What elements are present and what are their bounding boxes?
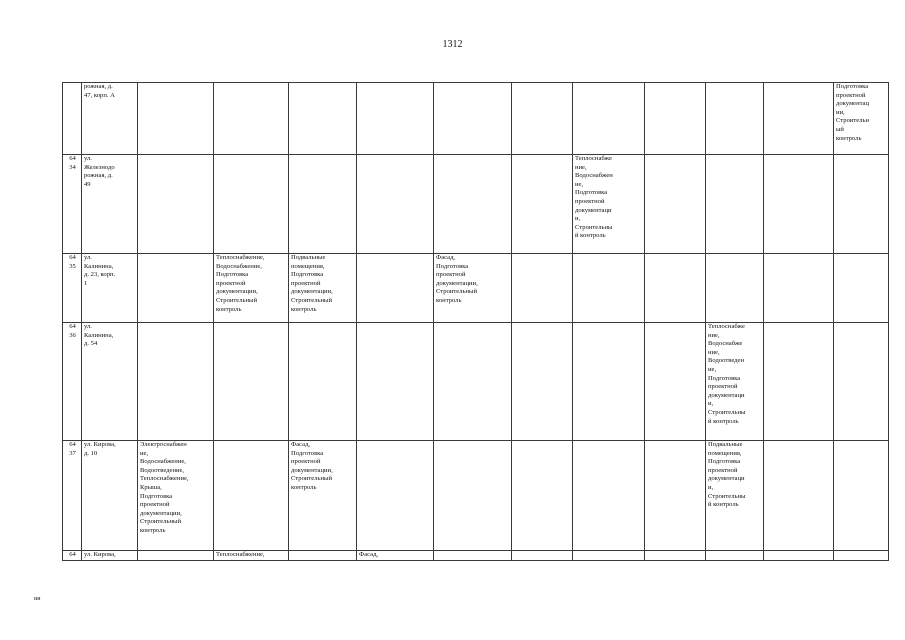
cell-text-line: Водоотведение, bbox=[140, 466, 185, 474]
cell-text-line: Строительны bbox=[575, 223, 613, 231]
row-number-cell bbox=[63, 323, 82, 441]
work-cell bbox=[834, 551, 889, 561]
cell-text-line: 64 bbox=[69, 441, 76, 448]
cell-text-line: ул. bbox=[84, 155, 92, 162]
cell-text-line: контроль bbox=[291, 483, 317, 491]
cell-text-line: д. 54 bbox=[84, 340, 98, 348]
work-cell bbox=[357, 323, 434, 441]
work-cell bbox=[706, 551, 764, 561]
cell-text-line: Водоотведен bbox=[708, 357, 744, 365]
work-cell bbox=[138, 254, 214, 323]
work-cell bbox=[645, 83, 706, 155]
cell-text-line: д. 23, корп. bbox=[84, 271, 116, 279]
cell-text-line: Теплоснабже bbox=[575, 155, 612, 162]
work-cell: Фасад, bbox=[357, 551, 434, 561]
row-number-cell: 64 bbox=[63, 551, 82, 561]
work-cell bbox=[645, 254, 706, 323]
work-cell bbox=[512, 254, 573, 323]
work-cell bbox=[214, 155, 289, 254]
work-cell bbox=[706, 441, 764, 551]
cell-text-line: проектной bbox=[216, 279, 246, 287]
work-cell bbox=[214, 441, 289, 551]
cell-text-line: ул. Кирова, bbox=[84, 441, 116, 448]
table-row bbox=[63, 551, 889, 561]
cell-text-line: ый bbox=[836, 125, 844, 133]
work-cell bbox=[512, 551, 573, 561]
table-row bbox=[63, 155, 889, 254]
work-cell bbox=[138, 441, 214, 551]
address-cell: ул. Кирова, bbox=[82, 551, 138, 561]
footer-mark: ии bbox=[34, 596, 41, 602]
work-cell bbox=[573, 323, 645, 441]
cell-text-line: Теплоснабжение, bbox=[216, 254, 265, 261]
work-cell bbox=[764, 323, 834, 441]
cell-text-line: Подготовка bbox=[708, 458, 741, 466]
cell-text-line: ие, bbox=[140, 449, 149, 457]
cell-text-line: Строительн bbox=[836, 117, 870, 125]
work-cell bbox=[573, 441, 645, 551]
cell-text-line: проектной bbox=[291, 279, 321, 287]
table-row bbox=[63, 83, 889, 155]
row-number-cell bbox=[63, 155, 82, 254]
cell-text-line: проектной bbox=[708, 466, 738, 474]
work-cell bbox=[289, 83, 357, 155]
cell-text-line: контроль bbox=[216, 305, 242, 313]
cell-text-line: Подготовка bbox=[291, 449, 324, 457]
work-cell bbox=[764, 441, 834, 551]
cell-text-line: проектной bbox=[436, 271, 466, 279]
address-cell bbox=[82, 254, 138, 323]
capital-repair-table bbox=[62, 82, 889, 561]
work-cell bbox=[289, 551, 357, 561]
cell-text-line: Водоснабже bbox=[708, 340, 743, 348]
cell-text-line: 64 bbox=[69, 323, 76, 330]
cell-text-line: контроль bbox=[436, 296, 462, 304]
cell-text-line: и, bbox=[708, 483, 714, 491]
work-cell bbox=[512, 323, 573, 441]
row-number-cell bbox=[63, 254, 82, 323]
cell-text-line: ии, bbox=[836, 108, 845, 116]
work-cell bbox=[573, 254, 645, 323]
cell-text-line: проектной bbox=[291, 458, 321, 466]
work-cell bbox=[834, 155, 889, 254]
table-row bbox=[63, 441, 889, 551]
work-cell bbox=[764, 155, 834, 254]
cell-text-line: 49 bbox=[84, 180, 91, 188]
work-cell bbox=[138, 323, 214, 441]
cell-text-line: Железнодо bbox=[84, 163, 115, 171]
cell-text-line: 37 bbox=[69, 449, 76, 457]
cell-text-line: документаци bbox=[708, 475, 745, 483]
cell-text-line: документаци bbox=[708, 391, 745, 399]
cell-text-line: контроль bbox=[140, 526, 166, 534]
cell-text-line: ние, bbox=[575, 163, 587, 171]
work-cell bbox=[357, 254, 434, 323]
work-cell bbox=[645, 441, 706, 551]
cell-text-line: рожная, д. bbox=[84, 83, 113, 90]
cell-text-line: Строительный bbox=[291, 296, 332, 304]
cell-text-line: проектной bbox=[575, 197, 605, 205]
work-cell bbox=[434, 323, 512, 441]
address-cell bbox=[82, 155, 138, 254]
cell-text-line: Калинина, bbox=[84, 331, 114, 339]
cell-text-line: 1 bbox=[84, 279, 88, 287]
cell-text-line: Строительны bbox=[708, 492, 746, 500]
work-cell bbox=[289, 254, 357, 323]
work-cell bbox=[214, 323, 289, 441]
cell-text-line: документации, bbox=[140, 509, 182, 517]
work-cell bbox=[138, 83, 214, 155]
work-cell bbox=[357, 441, 434, 551]
cell-text-line: документации, bbox=[291, 466, 333, 474]
work-cell bbox=[138, 551, 214, 561]
cell-text-line: ние, bbox=[708, 331, 720, 339]
work-cell bbox=[706, 254, 764, 323]
cell-text-line: документац bbox=[836, 100, 870, 108]
work-cell bbox=[289, 441, 357, 551]
work-cell bbox=[764, 254, 834, 323]
work-cell bbox=[434, 441, 512, 551]
cell-text-line: Строительны bbox=[708, 408, 746, 416]
cell-text-line: Подготовка bbox=[216, 271, 249, 279]
cell-text-line: Строительный bbox=[140, 518, 181, 526]
cell-text-line: Водоснабжен bbox=[575, 172, 613, 180]
cell-text-line: 47, корп. А bbox=[84, 91, 115, 99]
cell-text-line: Подготовка bbox=[575, 189, 608, 197]
work-cell bbox=[357, 83, 434, 155]
cell-text-line: 64 bbox=[69, 155, 76, 162]
cell-text-line: Подвальные bbox=[291, 254, 326, 261]
cell-text-line: помещения, bbox=[708, 449, 742, 457]
table-row bbox=[63, 323, 889, 441]
work-cell bbox=[512, 441, 573, 551]
cell-text-line: Подготовка bbox=[436, 262, 469, 270]
work-cell bbox=[512, 155, 573, 254]
cell-text-line: проектной bbox=[836, 91, 866, 99]
cell-text-line: контроль bbox=[291, 305, 317, 313]
cell-text-line: ие, bbox=[575, 180, 584, 188]
work-cell bbox=[834, 254, 889, 323]
work-cell bbox=[214, 254, 289, 323]
work-cell bbox=[573, 551, 645, 561]
page-number: 1312 bbox=[442, 39, 463, 50]
table-row bbox=[63, 254, 889, 323]
work-cell bbox=[138, 155, 214, 254]
work-cell bbox=[357, 155, 434, 254]
work-cell bbox=[645, 551, 706, 561]
work-cell bbox=[834, 83, 889, 155]
cell-text-line: ие, bbox=[708, 365, 717, 373]
cell-text-line: ул. bbox=[84, 323, 92, 330]
work-cell: Теплоснабжение, bbox=[214, 551, 289, 561]
cell-text-line: рожная, д. bbox=[84, 172, 113, 180]
cell-text-line: проектной bbox=[708, 383, 738, 391]
work-cell bbox=[434, 83, 512, 155]
work-cell bbox=[573, 83, 645, 155]
cell-text-line: Водоснабжение, bbox=[140, 458, 186, 466]
work-cell bbox=[289, 323, 357, 441]
cell-text-line: и, bbox=[708, 400, 714, 408]
cell-text-line: Подготовка bbox=[291, 271, 324, 279]
cell-text-line: Строительный bbox=[216, 296, 257, 304]
work-cell bbox=[434, 155, 512, 254]
cell-text-line: Подготовка bbox=[708, 374, 741, 382]
row-number-cell bbox=[63, 83, 82, 155]
work-cell bbox=[706, 83, 764, 155]
cell-text-line: Водоснабжение, bbox=[216, 262, 262, 270]
cell-text-line: контроль bbox=[836, 134, 862, 142]
cell-text-line: Крыша, bbox=[140, 483, 162, 491]
cell-text-line: документации, bbox=[291, 288, 333, 296]
cell-text-line: Теплоснабжение, bbox=[140, 475, 189, 483]
work-cell bbox=[764, 551, 834, 561]
cell-text-line: документации, bbox=[436, 279, 478, 287]
cell-text-line: помещения, bbox=[291, 262, 325, 270]
cell-text-line: проектной bbox=[140, 501, 170, 509]
cell-text-line: 36 bbox=[69, 331, 76, 339]
work-cell bbox=[214, 83, 289, 155]
work-cell bbox=[645, 323, 706, 441]
cell-text-line: ул. bbox=[84, 254, 92, 261]
cell-text-line: й контроль bbox=[575, 232, 606, 240]
cell-text-line: и, bbox=[575, 215, 581, 223]
address-cell bbox=[82, 323, 138, 441]
cell-text-line: Теплоснабже bbox=[708, 323, 745, 330]
cell-text-line: Строительный bbox=[291, 475, 332, 483]
address-cell bbox=[82, 441, 138, 551]
work-cell bbox=[764, 83, 834, 155]
work-cell bbox=[706, 323, 764, 441]
cell-text-line: й контроль bbox=[708, 501, 739, 509]
address-cell bbox=[82, 83, 138, 155]
cell-text-line: ние, bbox=[708, 348, 720, 356]
cell-text-line: Строительный bbox=[436, 288, 477, 296]
cell-text-line: й контроль bbox=[708, 417, 739, 425]
work-cell bbox=[645, 155, 706, 254]
row-number-cell bbox=[63, 441, 82, 551]
cell-text-line: 35 bbox=[69, 262, 76, 270]
cell-text-line: документаци bbox=[575, 206, 612, 214]
work-cell bbox=[706, 155, 764, 254]
work-cell bbox=[834, 441, 889, 551]
cell-text-line: Фасад, bbox=[291, 441, 311, 448]
cell-text-line: Подвальные bbox=[708, 441, 743, 448]
work-cell bbox=[434, 254, 512, 323]
work-cell bbox=[512, 83, 573, 155]
cell-text-line: Подготовка bbox=[836, 83, 869, 90]
work-cell bbox=[834, 323, 889, 441]
cell-text-line: Фасад, bbox=[436, 254, 456, 261]
cell-text-line: Подготовка bbox=[140, 492, 173, 500]
cell-text-line: Калинина, bbox=[84, 262, 114, 270]
work-cell bbox=[289, 155, 357, 254]
cell-text-line: документации, bbox=[216, 288, 258, 296]
work-cell bbox=[573, 155, 645, 254]
cell-text-line: 64 bbox=[69, 254, 76, 261]
cell-text-line: д. 10 bbox=[84, 449, 98, 457]
cell-text-line: Электроснабжен bbox=[140, 441, 187, 448]
cell-text-line: 34 bbox=[69, 163, 76, 171]
work-cell bbox=[434, 551, 512, 561]
